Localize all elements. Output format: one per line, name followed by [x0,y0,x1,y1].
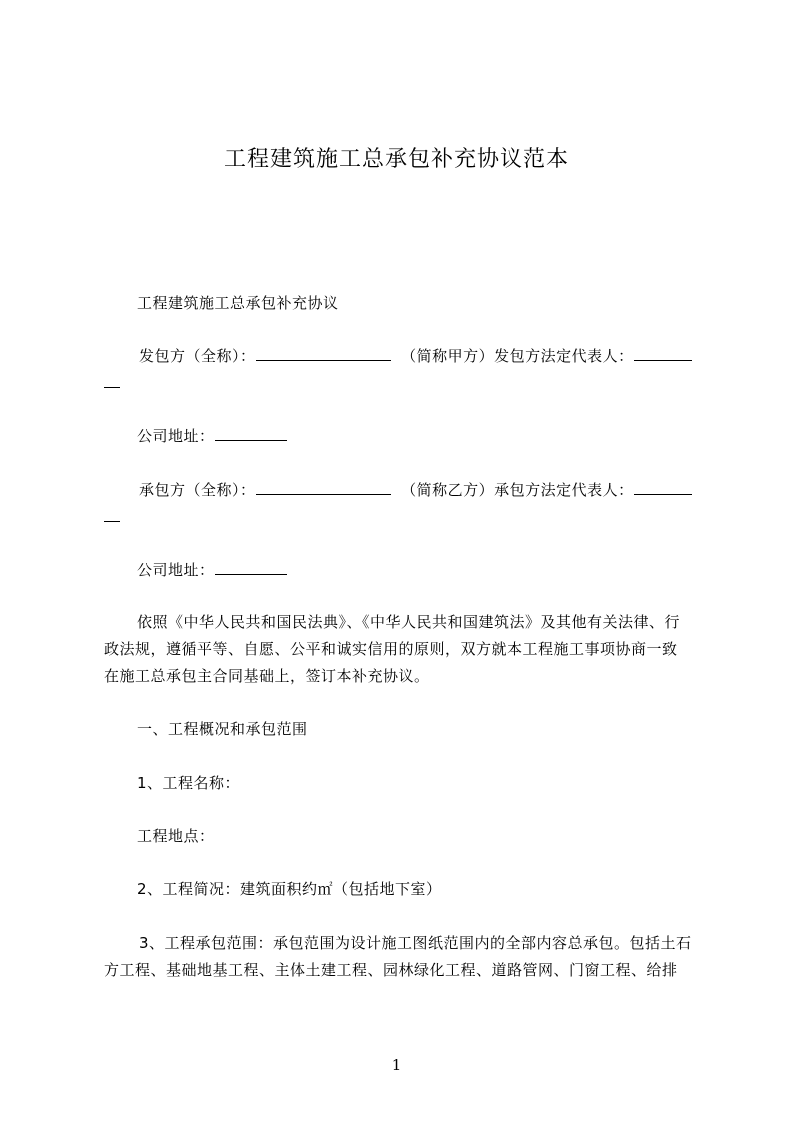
contract-scope-line-2: 方工程、基础地基工程、主体土建工程、园林绿化工程、道路管网、门窗工程、给排 [104,961,678,979]
party-b-mid-text: （简称乙方）承包方法定代表人： [401,481,634,499]
project-name-item: 1、工程名称： [137,774,241,792]
preamble-line-1: 依照《中华人民共和国民法典》、《中华人民共和国建筑法》及其他有关法律、行 [137,613,681,631]
party-b-address-label: 公司地址： [137,561,215,579]
preamble-line-2: 政法规，遵循平等、自愿、公平和诚实信用的原则，双方就本工程施工事项协商一致 [104,640,678,658]
party-b-address-line [137,559,287,580]
page-number: 1 [391,1056,402,1074]
party-a-rep-blank [634,346,692,361]
party-a-label: 发包方（全称）： [139,347,256,365]
contract-scope-line-1: 3、工程承包范围：承包范围为设计施工图纸范围内的全部内容总承包。包括土石 [139,934,692,952]
party-a-mid-text: （简称甲方）发包方法定代表人： [401,347,634,365]
party-b-address-blank [215,560,287,575]
section-1-heading: 一、工程概况和承包范围 [137,720,308,738]
party-b-label: 承包方（全称）： [139,481,256,499]
party-b-rep-blank-cont [104,507,120,522]
party-a-line-continued [104,373,120,392]
party-a-name-blank [256,346,391,361]
party-b-line-continued [104,507,120,526]
party-a-address-blank [215,426,287,441]
party-b-rep-blank [634,480,692,495]
project-overview-item: 2、工程简况：建筑面积约㎡（包括地下室） [137,880,442,898]
agreement-subtitle: 工程建筑施工总承包补充协议 [137,294,339,312]
party-a-address-line [137,425,287,446]
party-a-address-label: 公司地址： [137,427,215,445]
party-b-name-blank [256,480,391,495]
document-title: 工程建筑施工总承包补充协议范本 [223,147,569,172]
project-location-item: 工程地点： [137,827,215,845]
preamble-line-3: 在施工总承包主合同基础上，签订本补充协议。 [104,667,430,685]
party-a-line [139,345,692,366]
party-b-line [139,479,692,500]
party-a-rep-blank-cont [104,373,120,388]
